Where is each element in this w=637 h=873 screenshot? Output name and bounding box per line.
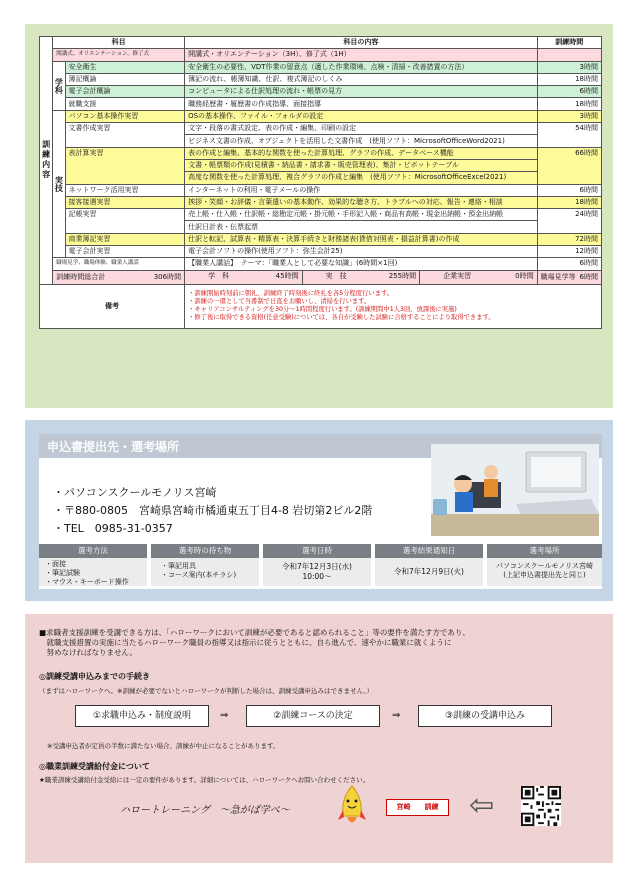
info-body-method: ・面接 ・筆記試験 ・マウス・キーボード操作 bbox=[39, 558, 147, 586]
info-body-result: 令和7年12月9日(火) bbox=[375, 558, 483, 586]
table-row: 開講式、オリエンテーション、修了式 開講式・オリエンテーション（3H）、修了式（1H） bbox=[40, 49, 602, 61]
header-hours: 訓練時間 bbox=[537, 37, 601, 49]
table-row: 文書・帳票類の作成(見積書・納品書・請求書・販売管理表)、集計・ピボットテーブル bbox=[40, 159, 602, 171]
remark-line: ・訓練の一環として当番制で日直をお願いし、清掃を行います。 bbox=[188, 298, 371, 306]
benefit-title: ◎職業訓練受講給付金について bbox=[39, 762, 150, 771]
table-row: 学科 安全衛生 安全衛生の必要性、VDT作業の留意点（適した作業環境、点検・清掃・改善措置の方法） 3時間 bbox=[40, 61, 602, 73]
arrow-1: ⇒ bbox=[220, 710, 229, 721]
table-row: 電子会計概論 コンピュータによる仕訳処理の流れ・帳票の見方 6時間 bbox=[40, 86, 602, 98]
remarks-row: 備考 ・訓練開始時刻前に朝礼、訓練終了時刻後に終礼を各5分程度行います。 ・訓練の一環として当番制で日直をお願いし、清掃を行います。 ・キャリアコンサルティングを30分〜1時間程度行います。(訓練期間中1人3回、放課後に実施) ・修了後に取得できる資格(任意受験)については、各自が受験した試験に合格することにより取得できます。 bbox=[40, 284, 602, 328]
school-address: ・〒880-0805 宮崎県宮崎市橘通東五丁目4-8 岩切第2ビル2階 bbox=[53, 504, 373, 517]
info-body-place: パソコンスクールモノリス宮崎 (上記申込書提出先と同じ) bbox=[487, 558, 602, 586]
info-body-date: 令和7年12月3日(水) 10:00〜 bbox=[263, 558, 371, 586]
table-row: 文書作成実習 文字・段落の書式設定、表の作成・編集、印刷の設定 54時間 bbox=[40, 123, 602, 135]
table-row: 表計算実習 表の作成と編集、基本的な関数を使った計算処理、グラフの作成、データベース機能 66時間 bbox=[40, 147, 602, 159]
info-body-belongings: ・筆記用具 ・コース案内(本チラシ) bbox=[151, 558, 259, 586]
summary-row: 訓練時間総合計 306時間 学 科 45時間 実 技 255時間 企業実習 0時間 職場見学等 6時間 bbox=[40, 270, 602, 284]
cancel-note: ※受講申込者が定員の半数に満たない場合、訓練が中止になることがあります。 bbox=[47, 742, 280, 750]
hello-training-slogan: ハロートレーニング ～急がば学べ～ bbox=[120, 805, 290, 816]
procedure-title: ◎訓練受講申込みまでの手続き bbox=[39, 672, 150, 681]
application-header: 申込書提出先・選考場所 bbox=[39, 434, 602, 458]
pc-student-illustration-icon bbox=[431, 444, 599, 536]
back-arrow-icon: ⇦ bbox=[469, 788, 495, 823]
table-row: 職場見学、職場体験、職業人講話 【職業人講話】 テーマ：「職業人として必要な知識」(6時間×1回) 6時間 bbox=[40, 258, 602, 270]
info-head-method: 選考方法 bbox=[39, 544, 147, 558]
benefit-note: ★職業訓練受講給付金受給には一定の要件があります。詳細については、ハローワークへお問い合わせください。 bbox=[39, 776, 370, 784]
table-row: 高度な関数を使った計算処理、複合グラフの作成と編集 (使用ソフト：MicrosoftOfficeExcel2021) bbox=[40, 172, 602, 184]
table-row: 簿記概論 簿記の流れ、帳簿知識、仕訳、複式簿記のしくみ 18時間 bbox=[40, 73, 602, 85]
remark-line: ・キャリアコンサルティングを30分〜1時間程度行います。(訓練期間中1人3回、放課後に実施) bbox=[188, 306, 457, 314]
table-row: 就職支援 職務経歴書・履歴書の作成指導、面接指導 18時間 bbox=[40, 98, 602, 110]
info-head-place: 選考場所 bbox=[487, 544, 602, 558]
application-section bbox=[25, 420, 613, 601]
table-row: ビジネス文書の作成、オブジェクトを活用した文書作成 (使用ソフト：MicrosoftOfficeWord2021) bbox=[40, 135, 602, 147]
training-content-label: 訓練内容 bbox=[40, 37, 53, 285]
curriculum-section bbox=[25, 24, 613, 408]
table-row: 商業簿記実習 仕訳と転記、試算表・精算表・決算手続きと財務諸表(貸借対照表・損益計算書)の作成 72時間 bbox=[40, 233, 602, 245]
support-intro: ■求職者支援訓練を受講できる方は、「ハローワークにおいて訓練が必要であると認められること」等の要件を満たす方であり、 就職支援措置の実施に当たるハローワーク職員の指導又は指示に従うとともに、自ら進んで、速やかに職業に就くように 努めなければなりません。 bbox=[39, 628, 470, 657]
header-subject: 科目 bbox=[53, 37, 185, 49]
rocket-mascot-icon bbox=[337, 784, 367, 828]
gakka-label: 学科 bbox=[53, 61, 65, 110]
application-card bbox=[39, 434, 602, 589]
school-tel: ・TEL 0985-31-0357 bbox=[53, 522, 173, 535]
remark-line: ・修了後に取得できる資格(任意受験)については、各自が受験した試験に合格することにより取得できます。 bbox=[188, 314, 495, 322]
info-head-result: 選考結果通知日 bbox=[375, 544, 483, 558]
table-row: 記帳実習 売上帳・仕入帳・仕訳帳・総勘定元帳・掛元帳・手形記入帳・商品有高帳・現金出納帳・預金出納帳 24時間 bbox=[40, 209, 602, 221]
qr-code-icon bbox=[521, 786, 561, 826]
support-section bbox=[25, 614, 613, 863]
table-row: 電子会計実習 電子会計ソフトの操作(使用ソフト：弥生会計25) 12時間 bbox=[40, 246, 602, 258]
procedure-note: （まずはハローワークへ。※訓練が必要でないとハローワークが判断した場合は、訓練受講申込みはできません。） bbox=[39, 687, 374, 695]
header-content: 科目の内容 bbox=[185, 37, 538, 49]
table-row: 接客接遇実習 挨拶・笑顔・お辞儀・言葉遣いの基本動作、効果的な聴き方、トラブルへの対応、報告・連絡・相談 18時間 bbox=[40, 196, 602, 208]
miyazaki-training-badge: 宮崎 訓練 bbox=[386, 799, 449, 816]
table-row: 実技 パソコン基本操作実習 OSの基本操作、ファイル・フォルダの設定 3時間 bbox=[40, 110, 602, 122]
info-head-date: 選考日時 bbox=[263, 544, 371, 558]
arrow-2: ⇒ bbox=[392, 710, 401, 721]
step-1-box: ①求職申込み・制度説明 bbox=[75, 705, 209, 727]
step-3-box: ③訓練の受講申込み bbox=[418, 705, 552, 727]
table-row: ネットワーク活用実習 インターネットの利用・電子メールの操作 6時間 bbox=[40, 184, 602, 196]
curriculum-table bbox=[39, 36, 602, 329]
step-2-box: ②訓練コースの決定 bbox=[246, 705, 380, 727]
jitsugi-label: 実技 bbox=[53, 110, 65, 258]
info-head-belongings: 選考時の持ち物 bbox=[151, 544, 259, 558]
remark-line: ・訓練開始時刻前に朝礼、訓練終了時刻後に終礼を各5分程度行います。 bbox=[188, 290, 394, 298]
table-row: 仕訳日計表・伝票起票 bbox=[40, 221, 602, 233]
school-name: ・パソコンスクールモノリス宮崎 bbox=[53, 486, 217, 499]
